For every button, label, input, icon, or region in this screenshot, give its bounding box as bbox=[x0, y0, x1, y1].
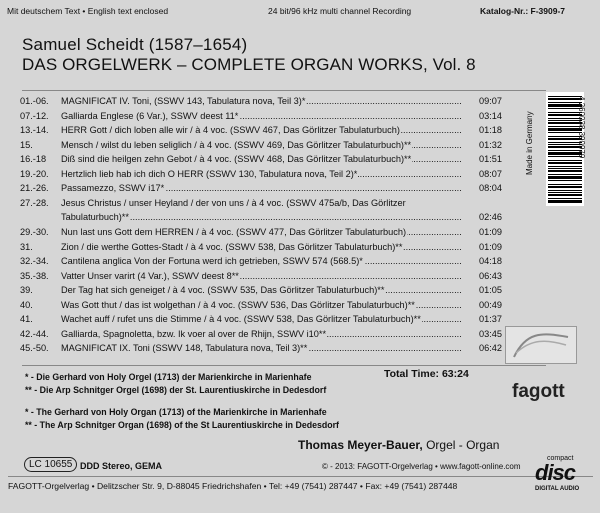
barcode-bar bbox=[548, 194, 582, 196]
copyright-line: © - 2013: FAGOTT-Orgelverlag • www.fagott-online.com bbox=[322, 462, 521, 471]
track-title bbox=[61, 227, 461, 238]
track-number: 07.-12. bbox=[20, 110, 49, 121]
track-number: 16.-18 bbox=[20, 154, 47, 165]
track-title bbox=[61, 343, 461, 354]
track-duration: 06:42 bbox=[479, 343, 502, 354]
track-title bbox=[61, 140, 461, 151]
track-title-text: Galliarda Englese (6 Var.), SSWV deest 11* bbox=[61, 110, 239, 121]
track-number: 13.-14. bbox=[20, 125, 49, 136]
track-title-text: MAGNIFICAT IV. Toni, (SSWV 143, Tabulatura nova, Teil 3)* bbox=[61, 96, 306, 106]
track-number: 15. bbox=[20, 139, 33, 150]
track-title-text: Hertzlich lieb hab ich dich O HERR (SSWV 130, Tabulatura nova, Teil 2)* bbox=[61, 168, 358, 179]
fagott-logo-image bbox=[505, 326, 577, 364]
track-duration: 01:09 bbox=[479, 241, 502, 252]
track-title-text: Der Tag hat sich geneiget / à 4 voc. (SSWV 535, Das Görlitzer Tabulaturbuch)** bbox=[61, 285, 385, 296]
barcode-bar bbox=[548, 162, 582, 164]
track-title-text: MAGNIFICAT IX. Toni (SSWV 148, Tabulatura nova, Teil 3)** bbox=[61, 343, 308, 354]
compact-disc-logo bbox=[535, 455, 583, 495]
track-number: 42.-44. bbox=[20, 328, 49, 339]
track-number: 41. bbox=[20, 314, 33, 325]
barcode-bar bbox=[548, 176, 582, 179]
track-title bbox=[61, 300, 461, 311]
track-title-text: Cantilena anglica Von der Fortuna werd ich getrieben, SSWV 574 (568.5)* bbox=[61, 256, 363, 267]
track-title-text: HERR Gott / dich loben alle wir / à 4 voc. (SSWV 467, Das Görlitzer Tabulaturbuch) bbox=[61, 125, 400, 136]
track-number: 27.-28. bbox=[20, 197, 49, 208]
track-number: 32.-34. bbox=[20, 256, 49, 267]
recording-note: 24 bit/96 kHz multi channel Recording bbox=[268, 6, 412, 16]
divider-footer bbox=[8, 476, 593, 477]
track-title bbox=[61, 256, 461, 267]
performer bbox=[298, 438, 499, 452]
track-title bbox=[61, 242, 461, 253]
track-duration: 00:49 bbox=[479, 299, 502, 310]
sound-format: DDD Stereo, GEMA bbox=[80, 461, 163, 471]
track-duration: 01:51 bbox=[479, 154, 502, 165]
performer-role: Orgel - Organ bbox=[426, 438, 500, 452]
track-duration: 02:46 bbox=[479, 212, 502, 223]
barcode-bar bbox=[548, 190, 582, 191]
barcode-bar bbox=[548, 166, 582, 167]
track-duration: 01:37 bbox=[479, 314, 502, 325]
cd-logo-top: compact bbox=[547, 455, 574, 462]
track-title-text: Nun last uns Gott dem HERREN / à 4 voc. (SSWV 477, Das Görlitzer Tabulaturbuch) bbox=[61, 226, 407, 237]
note-de-1: * - Die Gerhard von Holy Orgel (1713) der Marienkirche in Marienhafe bbox=[25, 372, 312, 382]
track-title bbox=[61, 169, 461, 180]
track-title-text: Zion / die werthe Gottes-Stadt / à 4 voc. (SSWV 538, Das Görlitzer Tabulaturbuch)** bbox=[61, 241, 403, 252]
track-number: 21.-26. bbox=[20, 183, 49, 194]
track-number: 35.-38. bbox=[20, 270, 49, 281]
track-title bbox=[61, 183, 461, 194]
track-duration: 08:04 bbox=[479, 183, 502, 194]
track-number: 39. bbox=[20, 285, 33, 296]
track-title bbox=[61, 96, 461, 107]
barcode-bar bbox=[548, 186, 582, 188]
total-time: Total Time: 63:24 bbox=[384, 368, 469, 380]
note-en-2: ** - The Arp Schnitger Organ (1698) of the St Laurentiuskirche in Dedesdorf bbox=[25, 420, 339, 430]
barcode-bar bbox=[548, 174, 582, 175]
track-title bbox=[61, 271, 461, 282]
cd-logo-bottom: DIGITAL AUDIO bbox=[535, 486, 580, 492]
track-duration: 08:07 bbox=[479, 168, 502, 179]
track-duration: 03:45 bbox=[479, 328, 502, 339]
track-title-text: Was Gott thut / das ist wolgethan / à 4 voc. (SSWV 536, Das Görlitzer Tabulaturbuch)** bbox=[61, 299, 415, 310]
album-title: DAS ORGELWERK – COMPLETE ORGAN WORKS, Vol. 8 bbox=[22, 55, 476, 74]
track-title-text: Wachet auff / rufet uns die Stimme / à 4 voc. (SSWV 538, Das Görlitzer Tabulaturbuch)** bbox=[61, 314, 421, 325]
track-title-text: Vatter Unser varirt (4 Var.), SSWV deest 8** bbox=[61, 270, 239, 281]
barcode-bar bbox=[548, 192, 582, 193]
composer-title: Samuel Scheidt (1587–1654) bbox=[22, 35, 248, 54]
fagott-logo-text: fagott bbox=[512, 381, 565, 402]
barcode-bar bbox=[548, 168, 582, 169]
track-duration: 04:18 bbox=[479, 256, 502, 267]
track-duration: 01:18 bbox=[479, 125, 502, 136]
barcode-bar bbox=[548, 200, 582, 203]
barcode-bar bbox=[548, 160, 582, 161]
track-title-text: Tabulaturbuch)** bbox=[61, 212, 129, 223]
track-title-text: Jesus Christus / unser Heyland / der von uns / à 4 voc. (SSWV 475a/b, Das Görlitzer bbox=[61, 197, 406, 208]
barcode-bar bbox=[548, 180, 582, 181]
track-title-text: Diß sind die heilgen zehn Gebot / à 4 voc. (SSWV 468, Das Görlitzer Tabulaturbuch)** bbox=[61, 154, 412, 165]
track-title bbox=[61, 212, 461, 223]
performer-name: Thomas Meyer-Bauer, bbox=[298, 438, 423, 452]
barcode-digits: 4 260038 390979 bbox=[577, 96, 586, 159]
track-title bbox=[61, 154, 461, 165]
track-duration: 09:07 bbox=[479, 96, 502, 106]
lc-code-logo: LC 10655 bbox=[24, 457, 77, 472]
barcode-bar bbox=[548, 198, 582, 199]
cd-logo-main: disc bbox=[535, 460, 576, 485]
note-en-1: * - The Gerhard von Holy Organ (1713) of the Marienkirche in Marienhafe bbox=[25, 407, 327, 417]
languages-note: Mit deutschem Text • English text enclosed bbox=[7, 6, 169, 16]
barcode-bar bbox=[548, 184, 582, 185]
divider-bottom bbox=[22, 365, 546, 366]
track-number: 45.-50. bbox=[20, 343, 49, 354]
track-duration: 01:32 bbox=[479, 139, 502, 150]
track-title-text: Mensch / wilst du leben seliglich / à 4 voc. (SSWV 469, Das Görlitzer Tabulaturbuch)** bbox=[61, 139, 412, 150]
track-number: 40. bbox=[20, 299, 33, 310]
track-title bbox=[61, 111, 461, 122]
track-title bbox=[61, 314, 461, 325]
track-duration: 06:43 bbox=[479, 270, 502, 281]
track-title-text: Passamezzo, SSWV i17* bbox=[61, 183, 165, 194]
track-duration: 01:05 bbox=[479, 285, 502, 296]
track-title-text: Galliarda, Spagnoletta, bzw. Ik voer al over de Rhijn, SSWV i10** bbox=[61, 328, 327, 339]
track-number: 31. bbox=[20, 241, 33, 252]
track-number: 01.-06. bbox=[20, 96, 49, 106]
track-title bbox=[61, 198, 461, 209]
divider-top bbox=[22, 90, 546, 91]
publisher-address: FAGOTT-Orgelverlag • Delitzscher Str. 9, D-88045 Friedrichshafen • Tel: +49 (7541) 287447 • Fax: +49 (7541) 287448 bbox=[8, 481, 458, 491]
track-duration: 03:14 bbox=[479, 110, 502, 121]
track-title bbox=[61, 329, 461, 340]
track-title bbox=[61, 125, 461, 136]
track-duration: 01:09 bbox=[479, 226, 502, 237]
made-in-germany: Made in Germany bbox=[525, 111, 534, 175]
barcode-bar bbox=[548, 170, 582, 172]
track-number: 19.-20. bbox=[20, 168, 49, 179]
catalog-number: Katalog-Nr.: F-3909-7 bbox=[480, 6, 566, 16]
track-title bbox=[61, 285, 461, 296]
note-de-2: ** - Die Arp Schnitger Orgel (1698) der St. Laurentiuskirche in Dedesdorf bbox=[25, 385, 327, 395]
track-number: 29.-30. bbox=[20, 226, 49, 237]
